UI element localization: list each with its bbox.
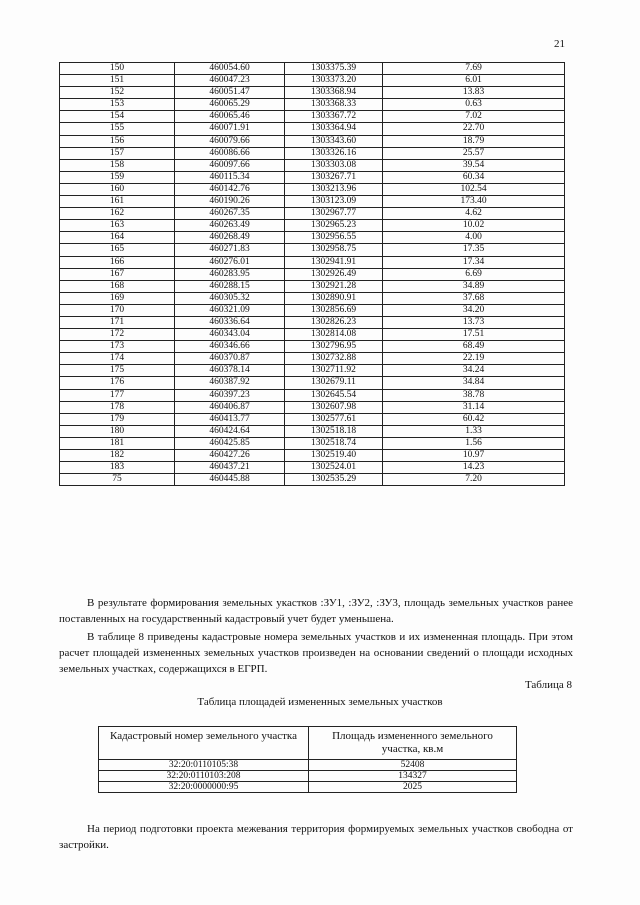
table-row — [60, 220, 565, 232]
point-number-cell: 169 — [60, 292, 175, 304]
distance-cell: 38.78 — [383, 389, 565, 401]
point-number-cell: 176 — [60, 377, 175, 389]
distance-cell: 39.54 — [383, 159, 565, 171]
distance-cell: 18.79 — [383, 135, 565, 147]
point-number-cell: 155 — [60, 123, 175, 135]
distance-cell: 37.68 — [383, 292, 565, 304]
x-coordinate-cell: 460051.47 — [175, 87, 285, 99]
distance-cell: 31.14 — [383, 401, 565, 413]
distance-cell: 13.73 — [383, 316, 565, 328]
x-coordinate-cell: 460283.95 — [175, 268, 285, 280]
x-coordinate-cell: 460054.60 — [175, 63, 285, 75]
x-coordinate-cell: 460321.09 — [175, 304, 285, 316]
table-row — [60, 183, 565, 195]
paragraph-text: В результате формирования земельных укастков :ЗУ1, :ЗУ2, :ЗУ3, площадь земельных участков ранее поставленных на государственный кадастровый учет будет уменьшена. — [59, 597, 573, 625]
x-coordinate-cell: 460346.66 — [175, 341, 285, 353]
table-row — [60, 87, 565, 99]
x-coordinate-cell: 460406.87 — [175, 401, 285, 413]
table-row — [60, 413, 565, 425]
table-row — [60, 474, 565, 486]
point-number-cell: 75 — [60, 474, 175, 486]
x-coordinate-cell: 460276.01 — [175, 256, 285, 268]
point-number-cell: 150 — [60, 63, 175, 75]
table-row — [60, 377, 565, 389]
distance-cell: 6.69 — [383, 268, 565, 280]
x-coordinate-cell: 460343.04 — [175, 329, 285, 341]
y-coordinate-cell: 1303364.94 — [285, 123, 383, 135]
distance-cell: 25.57 — [383, 147, 565, 159]
table-row — [60, 292, 565, 304]
y-coordinate-cell: 1303368.94 — [285, 87, 383, 99]
point-number-cell: 172 — [60, 329, 175, 341]
changed-area-cell: 134327 — [309, 771, 517, 782]
distance-cell: 7.69 — [383, 63, 565, 75]
cadastral-number-cell: 32:20:0000000:95 — [99, 782, 309, 793]
y-coordinate-cell: 1302967.77 — [285, 208, 383, 220]
y-coordinate-cell: 1303367.72 — [285, 111, 383, 123]
point-number-cell: 170 — [60, 304, 175, 316]
table-row — [60, 171, 565, 183]
point-number-cell: 161 — [60, 196, 175, 208]
paragraph-text: На период подготовки проекта межевания территория формируемых земельных участков свободна от застройки. — [59, 823, 573, 851]
changed-area-cell: 52408 — [309, 760, 517, 771]
point-number-cell: 182 — [60, 450, 175, 462]
point-number-cell: 177 — [60, 389, 175, 401]
x-coordinate-cell: 460267.35 — [175, 208, 285, 220]
point-number-cell: 165 — [60, 244, 175, 256]
table-row — [60, 268, 565, 280]
y-coordinate-cell: 1303343.60 — [285, 135, 383, 147]
y-coordinate-cell: 1302965.23 — [285, 220, 383, 232]
point-number-cell: 157 — [60, 147, 175, 159]
table-row — [99, 771, 517, 782]
distance-cell: 4.62 — [383, 208, 565, 220]
point-number-cell: 158 — [60, 159, 175, 171]
table-row — [60, 389, 565, 401]
y-coordinate-cell: 1302577.61 — [285, 413, 383, 425]
cadastral-number-cell: 32:20:0110103:208 — [99, 771, 309, 782]
y-coordinate-cell: 1302679.11 — [285, 377, 383, 389]
distance-cell: 22.19 — [383, 353, 565, 365]
y-coordinate-cell: 1303123.09 — [285, 196, 383, 208]
x-coordinate-cell: 460437.21 — [175, 462, 285, 474]
table-row — [60, 75, 565, 87]
x-coordinate-cell: 460268.49 — [175, 232, 285, 244]
y-coordinate-cell: 1302645.54 — [285, 389, 383, 401]
y-coordinate-cell: 1302921.28 — [285, 280, 383, 292]
y-coordinate-cell: 1302524.01 — [285, 462, 383, 474]
coordinates-table-body — [60, 63, 565, 486]
x-coordinate-cell: 460065.29 — [175, 99, 285, 111]
y-coordinate-cell: 1303373.20 — [285, 75, 383, 87]
table-row — [60, 244, 565, 256]
distance-cell: 1.33 — [383, 425, 565, 437]
y-coordinate-cell: 1303213.96 — [285, 183, 383, 195]
page-number: 21 — [554, 38, 565, 50]
y-coordinate-cell: 1302518.18 — [285, 425, 383, 437]
point-number-cell: 178 — [60, 401, 175, 413]
table-header-row — [99, 727, 517, 760]
table-label: Таблица 8 — [524, 679, 572, 691]
distance-cell: 22.70 — [383, 123, 565, 135]
point-number-cell: 183 — [60, 462, 175, 474]
point-number-cell: 175 — [60, 365, 175, 377]
y-coordinate-cell: 1302926.49 — [285, 268, 383, 280]
y-coordinate-cell: 1302711.92 — [285, 365, 383, 377]
y-coordinate-cell: 1303368.33 — [285, 99, 383, 111]
distance-cell: 17.51 — [383, 329, 565, 341]
y-coordinate-cell: 1302518.74 — [285, 437, 383, 449]
x-coordinate-cell: 460387.92 — [175, 377, 285, 389]
point-number-cell: 163 — [60, 220, 175, 232]
table-row — [60, 401, 565, 413]
distance-cell: 60.34 — [383, 171, 565, 183]
x-coordinate-cell: 460425.85 — [175, 437, 285, 449]
table-title: Таблица площадей измененных земельных участков — [197, 696, 443, 708]
table-row — [60, 425, 565, 437]
distance-cell: 1.56 — [383, 437, 565, 449]
x-coordinate-cell: 460378.14 — [175, 365, 285, 377]
table-row — [60, 196, 565, 208]
table-row — [60, 111, 565, 123]
table-row — [60, 304, 565, 316]
distance-cell: 34.24 — [383, 365, 565, 377]
y-coordinate-cell: 1302796.95 — [285, 341, 383, 353]
distance-cell: 13.83 — [383, 87, 565, 99]
point-number-cell: 152 — [60, 87, 175, 99]
x-coordinate-cell: 460305.32 — [175, 292, 285, 304]
point-number-cell: 179 — [60, 413, 175, 425]
y-coordinate-cell: 1302814.08 — [285, 329, 383, 341]
paragraph-area-reduction — [59, 595, 573, 627]
x-coordinate-cell: 460115.34 — [175, 171, 285, 183]
x-coordinate-cell: 460424.64 — [175, 425, 285, 437]
header-cadastral-number: Кадастровый номер земельного участка — [99, 727, 309, 760]
x-coordinate-cell: 460336.64 — [175, 316, 285, 328]
table-row — [60, 208, 565, 220]
x-coordinate-cell: 460445.88 — [175, 474, 285, 486]
table-row — [60, 329, 565, 341]
table-row — [60, 316, 565, 328]
point-number-cell: 167 — [60, 268, 175, 280]
x-coordinate-cell: 460397.23 — [175, 389, 285, 401]
distance-cell: 0.63 — [383, 99, 565, 111]
point-number-cell: 153 — [60, 99, 175, 111]
distance-cell: 34.84 — [383, 377, 565, 389]
table-row — [60, 256, 565, 268]
changed-area-cell: 2025 — [309, 782, 517, 793]
distance-cell: 14.23 — [383, 462, 565, 474]
point-number-cell: 181 — [60, 437, 175, 449]
y-coordinate-cell: 1302956.55 — [285, 232, 383, 244]
x-coordinate-cell: 460271.83 — [175, 244, 285, 256]
point-number-cell: 164 — [60, 232, 175, 244]
y-coordinate-cell: 1302941.91 — [285, 256, 383, 268]
distance-cell: 10.97 — [383, 450, 565, 462]
x-coordinate-cell: 460190.26 — [175, 196, 285, 208]
y-coordinate-cell: 1303303.08 — [285, 159, 383, 171]
point-number-cell: 180 — [60, 425, 175, 437]
y-coordinate-cell: 1302958.75 — [285, 244, 383, 256]
point-number-cell: 173 — [60, 341, 175, 353]
point-number-cell: 162 — [60, 208, 175, 220]
table-row — [60, 365, 565, 377]
y-coordinate-cell: 1302732.88 — [285, 353, 383, 365]
point-number-cell: 174 — [60, 353, 175, 365]
point-number-cell: 166 — [60, 256, 175, 268]
y-coordinate-cell: 1302856.69 — [285, 304, 383, 316]
table-row — [99, 782, 517, 793]
paragraph-table8-intro — [59, 629, 573, 677]
distance-cell: 6.01 — [383, 75, 565, 87]
table-row — [60, 462, 565, 474]
table-row — [60, 450, 565, 462]
x-coordinate-cell: 460288.15 — [175, 280, 285, 292]
distance-cell: 17.34 — [383, 256, 565, 268]
table-row — [60, 123, 565, 135]
table-row — [60, 159, 565, 171]
point-number-cell: 151 — [60, 75, 175, 87]
y-coordinate-cell: 1302890.91 — [285, 292, 383, 304]
distance-cell: 34.89 — [383, 280, 565, 292]
y-coordinate-cell: 1302607.98 — [285, 401, 383, 413]
paragraph-no-buildings — [59, 821, 573, 853]
x-coordinate-cell: 460427.26 — [175, 450, 285, 462]
y-coordinate-cell: 1303267.71 — [285, 171, 383, 183]
table-row — [60, 63, 565, 75]
y-coordinate-cell: 1302519.40 — [285, 450, 383, 462]
changed-areas-table — [98, 726, 517, 793]
x-coordinate-cell: 460079.66 — [175, 135, 285, 147]
x-coordinate-cell: 460142.76 — [175, 183, 285, 195]
coordinates-table — [59, 62, 565, 486]
paragraph-text: В таблице 8 приведены кадастровые номера земельных участков и их измененная площадь. При этом расчет площадей измененных земельных участков произведен на основании сведений о площади исходных земельных участках, содержащихся в ЕГРП. — [59, 631, 573, 675]
table-row — [60, 353, 565, 365]
point-number-cell: 159 — [60, 171, 175, 183]
x-coordinate-cell: 460047.23 — [175, 75, 285, 87]
x-coordinate-cell: 460097.66 — [175, 159, 285, 171]
distance-cell: 173.40 — [383, 196, 565, 208]
y-coordinate-cell: 1302826.23 — [285, 316, 383, 328]
distance-cell: 102.54 — [383, 183, 565, 195]
x-coordinate-cell: 460413.77 — [175, 413, 285, 425]
distance-cell: 10.02 — [383, 220, 565, 232]
distance-cell: 7.20 — [383, 474, 565, 486]
point-number-cell: 171 — [60, 316, 175, 328]
changed-areas-table-body — [99, 760, 517, 793]
x-coordinate-cell: 460263.49 — [175, 220, 285, 232]
table-row — [60, 341, 565, 353]
x-coordinate-cell: 460065.46 — [175, 111, 285, 123]
table-row — [60, 437, 565, 449]
distance-cell: 4.00 — [383, 232, 565, 244]
y-coordinate-cell: 1303326.16 — [285, 147, 383, 159]
x-coordinate-cell: 460086.66 — [175, 147, 285, 159]
point-number-cell: 154 — [60, 111, 175, 123]
y-coordinate-cell: 1303375.39 — [285, 63, 383, 75]
header-changed-area: Площадь измененного земельного участка, кв.м — [309, 727, 517, 760]
x-coordinate-cell: 460071.91 — [175, 123, 285, 135]
table-row — [60, 280, 565, 292]
point-number-cell: 168 — [60, 280, 175, 292]
table-row — [60, 232, 565, 244]
x-coordinate-cell: 460370.87 — [175, 353, 285, 365]
distance-cell: 68.49 — [383, 341, 565, 353]
distance-cell: 17.35 — [383, 244, 565, 256]
distance-cell: 34.20 — [383, 304, 565, 316]
table-row — [60, 147, 565, 159]
y-coordinate-cell: 1302535.29 — [285, 474, 383, 486]
table-row — [99, 760, 517, 771]
point-number-cell: 156 — [60, 135, 175, 147]
table-row — [60, 99, 565, 111]
point-number-cell: 160 — [60, 183, 175, 195]
distance-cell: 60.42 — [383, 413, 565, 425]
table-row — [60, 135, 565, 147]
cadastral-number-cell: 32:20:0110105:38 — [99, 760, 309, 771]
distance-cell: 7.02 — [383, 111, 565, 123]
